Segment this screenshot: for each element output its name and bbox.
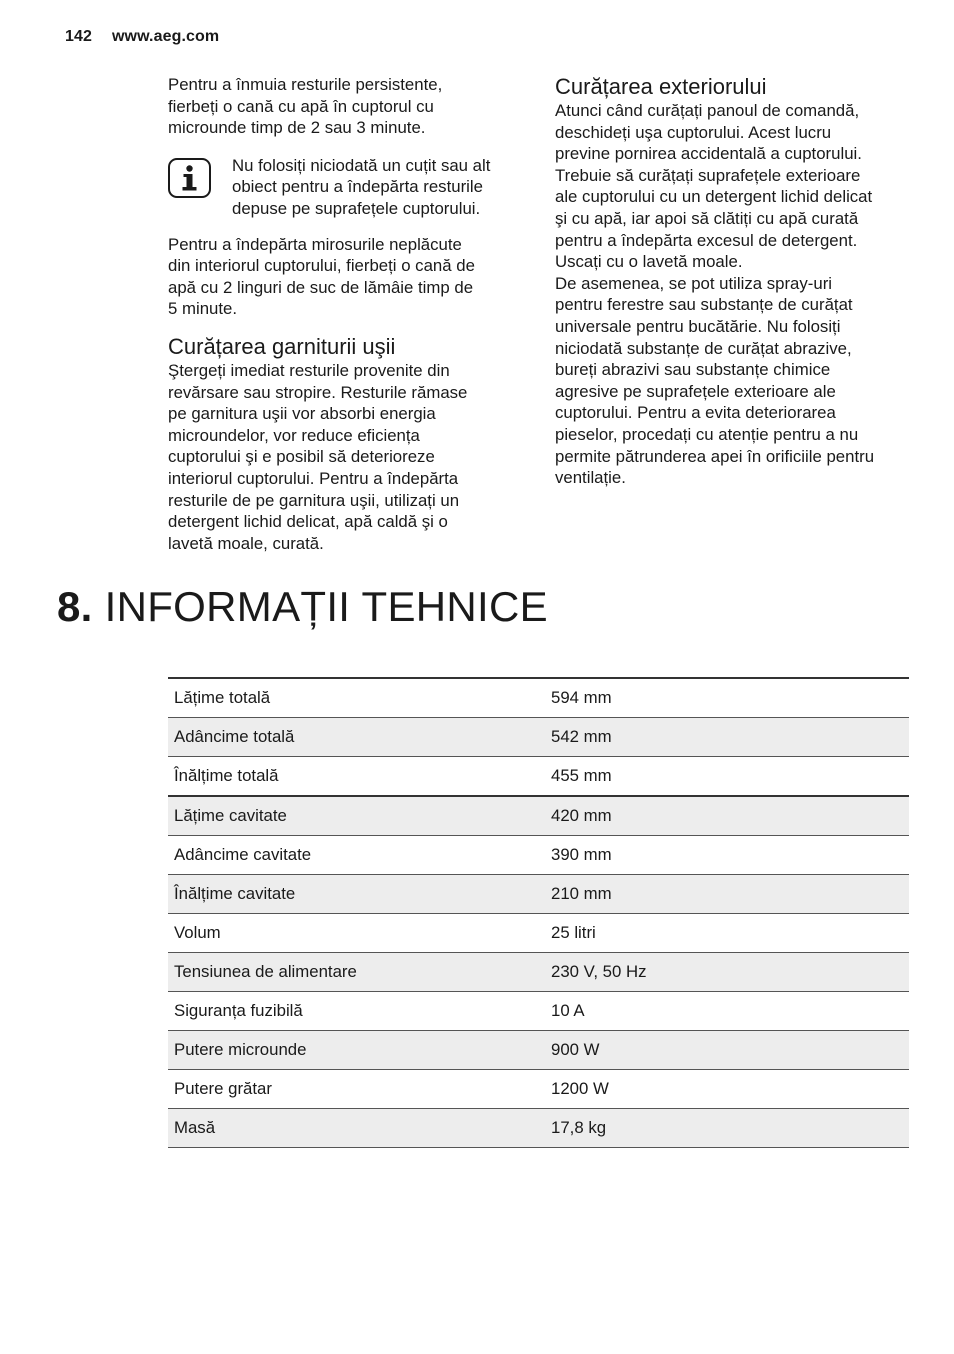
spec-label: Înălțime cavitate — [168, 875, 545, 914]
exterior-cleaning-text: Atunci când curățați panoul de comandă, deschideți uşa cuptorului. Acest lucru previne pornirea accidentală a cuptorului. Trebuie să curățați suprafețele exterioare ale cuptorului cu un detergent lichid delicat şi cu apă, iar apoi să clătiți cu apă curată pentru a îndepărta excesul de detergent. Uscați cu o lavetă moale. De asemenea, se pot utiliza spray-uri pentru ferestre sau substanțe de curățat universale pentru bucătărie. Nu folosiți niciodată substanțe de curățat abrazive, bureți abrazivi sau substanțe chimice agresive pe suprafețele exterioare ale cuptorului. Pentru a evita deteriorarea pieselor, procedați cu atenție pentru a nu permite pătrunderea apei în orificiile pentru ventilație. — [555, 101, 875, 488]
chapter-number: 8. — [57, 583, 93, 630]
table-row — [168, 1109, 909, 1148]
spec-label: Putere microunde — [168, 1031, 545, 1070]
spec-value: 542 mm — [545, 718, 909, 757]
table-row — [168, 992, 909, 1031]
table-row — [168, 914, 909, 953]
spec-value: 420 mm — [545, 796, 909, 836]
table-row — [168, 1070, 909, 1109]
spec-label: Tensiunea de alimentare — [168, 953, 545, 992]
spec-value: 230 V, 50 Hz — [545, 953, 909, 992]
page-number: 142 — [65, 28, 92, 45]
page-header — [65, 28, 219, 46]
spec-value: 10 A — [545, 992, 909, 1031]
spec-label: Siguranța fuzibilă — [168, 992, 545, 1031]
table-row — [168, 796, 909, 836]
table-row — [168, 875, 909, 914]
chapter-title-text: INFORMAȚII TEHNICE — [104, 583, 548, 630]
table-row — [168, 757, 909, 797]
table-row — [168, 718, 909, 757]
soften-residue-paragraph: Pentru a înmuia resturile persistente, fierbeți o cană cu apă în cuptorul cu microunde timp de 2 sau 3 minute. — [168, 75, 443, 138]
spec-label: Adâncime cavitate — [168, 836, 545, 875]
table-row — [168, 953, 909, 992]
note-text: Nu folosiți niciodată un cuțit sau alt obiect pentru a îndepărta resturile depuse pe suprafețele cuptorului. — [232, 155, 491, 218]
door-seal-text: Ştergeți imediat resturile provenite din revărsare sau stropire. Resturile rămase pe garnitura uşii vor absorbi energia microundelor, vor reduce eficiența cuptorului şi e posibil să deterioreze interiorul cuptorului. Pentru a îndepărta resturile de pe garnitura uşii, utilizați un detergent lichid delicat, apă caldă şi o lavetă moale, curată. — [168, 360, 468, 553]
spec-label: Înălțime totală — [168, 757, 545, 797]
spec-value: 390 mm — [545, 836, 909, 875]
technical-data-table — [168, 677, 909, 1148]
right-column — [555, 74, 915, 489]
odor-removal-paragraph: Pentru a îndepărta mirosurile neplăcute din interiorul cuptorului, fierbeți o cană de apă cu 2 linguri de suc de lămâie timp de 5 minute. — [168, 234, 475, 319]
left-column — [168, 74, 518, 554]
spec-label: Masă — [168, 1109, 545, 1148]
site-link[interactable]: www.aeg.com — [112, 28, 220, 45]
exterior-cleaning-heading: Curățarea exteriorului — [555, 74, 767, 99]
spec-value: 17,8 kg — [545, 1109, 909, 1148]
info-note — [168, 155, 518, 220]
spec-label: Adâncime totală — [168, 718, 545, 757]
spec-value: 900 W — [545, 1031, 909, 1070]
table-row — [168, 836, 909, 875]
spec-value: 25 litri — [545, 914, 909, 953]
spec-value: 594 mm — [545, 678, 909, 718]
spec-label: Lățime cavitate — [168, 796, 545, 836]
spec-value: 455 mm — [545, 757, 909, 797]
table-row — [168, 678, 909, 718]
info-icon — [168, 158, 211, 198]
spec-label: Volum — [168, 914, 545, 953]
spec-label: Putere grătar — [168, 1070, 545, 1109]
door-seal-heading: Curățarea garniturii uşii — [168, 333, 396, 359]
table-row — [168, 1031, 909, 1070]
spec-value: 210 mm — [545, 875, 909, 914]
spec-label: Lățime totală — [168, 678, 545, 718]
chapter-title — [57, 583, 548, 631]
spec-value: 1200 W — [545, 1070, 909, 1109]
